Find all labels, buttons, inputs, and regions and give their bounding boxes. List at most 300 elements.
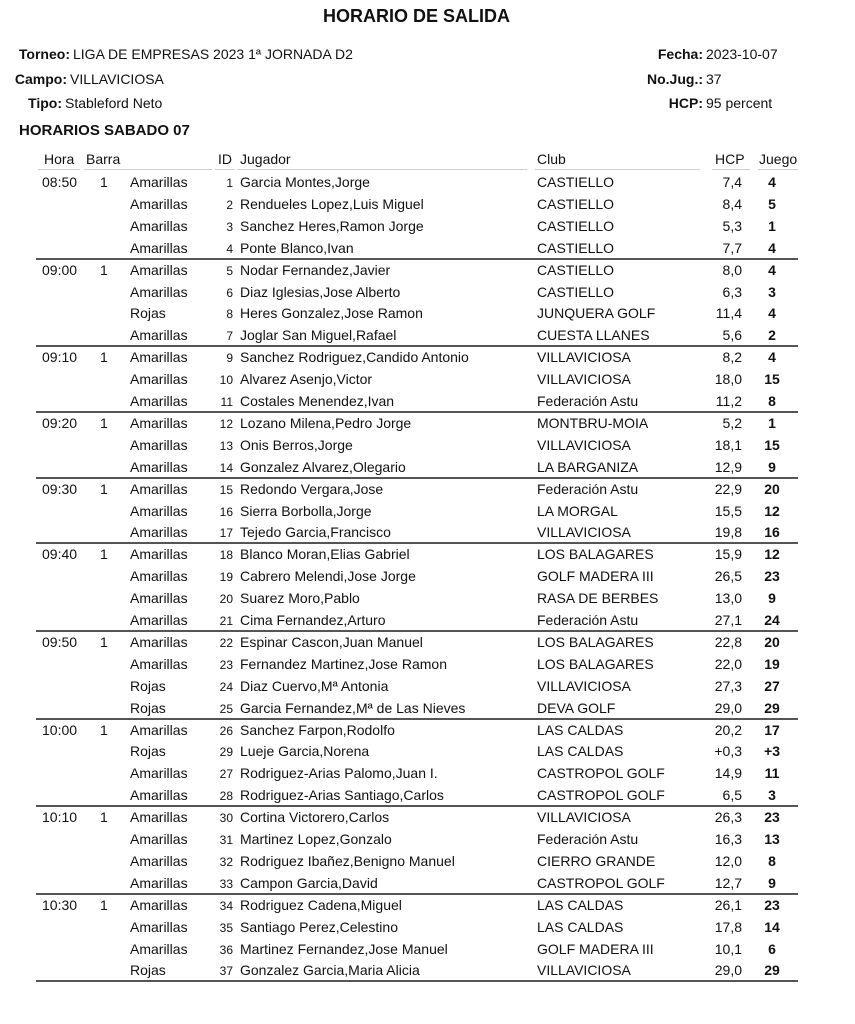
tee-color: Amarillas [130, 831, 188, 847]
player-playing-hcp: 19 [764, 655, 780, 672]
campo-label: Campo: [14, 71, 67, 87]
tee-color: Amarillas [130, 261, 188, 278]
tee-color: Amarillas [130, 633, 188, 650]
player-playing-hcp: 9 [768, 874, 776, 891]
player-name: Costales Menendez,Ivan [240, 393, 395, 409]
tee-color: Rojas [130, 743, 166, 760]
player-hcp: 7,4 [722, 174, 742, 190]
table-row [0, 697, 855, 719]
player-id: 14 [219, 460, 233, 475]
player-id: 31 [219, 833, 233, 847]
table-row [0, 719, 855, 741]
tee-color: Amarillas [130, 327, 188, 344]
player-hcp: 22,9 [714, 480, 742, 497]
player-club: MONTBRU-MOIA [537, 414, 649, 431]
player-playing-hcp: 23 [764, 809, 780, 826]
player-hcp: 14,9 [714, 765, 742, 782]
player-hcp: 29,0 [714, 699, 742, 716]
table-row [0, 368, 855, 390]
player-playing-hcp: 8 [768, 852, 776, 869]
player-club: GOLF MADERA III [537, 940, 654, 957]
player-hcp: 26,1 [714, 896, 742, 913]
player-club: VILLAVICIOSA [537, 677, 631, 694]
hcp-value: 95 percent [706, 95, 773, 111]
tee-color: Amarillas [130, 480, 188, 497]
player-playing-hcp: 11 [764, 765, 780, 782]
player-name: Rodriguez Ibañez,Benigno Manuel [240, 852, 455, 869]
tee-time: 09:40 [42, 546, 78, 563]
table-row [0, 456, 855, 478]
player-club: VILLAVICIOSA [537, 436, 631, 453]
player-name: Lueje Garcia,Norena [240, 743, 370, 760]
player-name: Ponte Blanco,Ivan [240, 239, 354, 256]
player-playing-hcp: 4 [768, 261, 776, 278]
player-hcp: 8,2 [722, 349, 742, 366]
player-name: Lozano Milena,Pedro Jorge [240, 414, 412, 431]
tee-bar: 1 [100, 633, 108, 650]
tee-color: Rojas [130, 677, 166, 694]
player-id: 30 [219, 811, 233, 826]
player-name: Sierra Borbolla,Jorge [240, 502, 372, 519]
player-hcp: 11,4 [715, 305, 742, 322]
tee-bar: 1 [100, 896, 108, 913]
table-row [0, 237, 855, 259]
header-underline [712, 169, 750, 170]
player-id: 12 [219, 416, 233, 431]
info-campo [5, 71, 164, 87]
player-hcp: 12,7 [714, 874, 742, 891]
player-id: 1 [226, 176, 233, 190]
col-header-juego: Juego [759, 151, 798, 167]
player-club: Federación Astu [537, 612, 639, 628]
player-name: Cima Fernandez,Arturo [240, 612, 386, 628]
player-hcp: 26,3 [714, 809, 742, 826]
tee-time: 09:50 [42, 633, 78, 650]
player-hcp: 7,7 [722, 239, 742, 256]
group-separator [36, 980, 798, 982]
player-hcp: 13,0 [714, 590, 742, 607]
player-name: Garcia Montes,Jorge [240, 174, 370, 190]
player-playing-hcp: 9 [768, 590, 776, 607]
player-hcp: 5,2 [722, 414, 742, 431]
player-hcp: 20,2 [714, 721, 742, 738]
player-playing-hcp: 4 [768, 305, 776, 322]
player-id: 5 [226, 263, 233, 278]
player-id: 4 [226, 241, 233, 256]
torneo-label: Torneo: [18, 46, 70, 62]
tee-color: Amarillas [130, 852, 188, 869]
tee-color: Rojas [130, 305, 166, 322]
tee-color: Amarillas [130, 787, 188, 804]
col-header-hora: Hora [44, 151, 75, 167]
player-name: Rodriguez Cadena,Miguel [240, 896, 402, 913]
table-row [0, 302, 855, 324]
tee-time: 10:00 [42, 721, 78, 738]
player-club: LAS CALDAS [537, 918, 624, 935]
tee-time: 09:10 [42, 349, 78, 366]
player-club: LOS BALAGARES [537, 633, 654, 650]
tee-color: Amarillas [130, 283, 188, 300]
player-playing-hcp: 23 [764, 896, 780, 913]
tee-bar: 1 [100, 546, 108, 563]
tee-color: Amarillas [130, 524, 188, 541]
table-row [0, 894, 855, 916]
player-hcp: 18,1 [714, 436, 742, 453]
player-playing-hcp: 15 [764, 436, 780, 453]
tee-color: Amarillas [130, 765, 188, 782]
player-hcp: 27,3 [714, 677, 742, 694]
fecha-value: 2023-10-07 [706, 46, 778, 62]
tee-time: 08:50 [42, 174, 78, 190]
player-club: CASTIELLO [537, 283, 615, 300]
player-playing-hcp: 24 [764, 612, 780, 628]
tee-bar: 1 [100, 480, 108, 497]
player-playing-hcp: 2 [768, 327, 776, 344]
player-hcp: 8,0 [722, 261, 742, 278]
player-name: Joglar San Miguel,Rafael [240, 327, 397, 344]
table-row [0, 390, 855, 412]
player-id: 15 [219, 482, 233, 497]
player-club: LOS BALAGARES [537, 655, 654, 672]
player-name: Martinez Lopez,Gonzalo [240, 831, 392, 847]
player-playing-hcp: 6 [768, 940, 776, 957]
player-hcp: 16,3 [714, 831, 742, 847]
tee-color: Amarillas [130, 195, 188, 212]
tee-bar: 1 [100, 414, 108, 431]
table-row [0, 259, 855, 281]
player-name: Martinez Fernandez,Jose Manuel [240, 940, 448, 957]
player-name: Sanchez Rodriguez,Candido Antonio [240, 349, 469, 366]
player-playing-hcp: +3 [764, 743, 780, 760]
player-hcp: 17,8 [714, 918, 742, 935]
table-row [0, 631, 855, 653]
player-name: Garcia Fernandez,Mª de Las Nieves [240, 699, 466, 716]
player-id: 37 [219, 964, 233, 979]
header-underline [38, 169, 80, 170]
player-club: VILLAVICIOSA [537, 371, 631, 388]
player-name: Gonzalez Alvarez,Olegario [240, 458, 406, 475]
campo-value: VILLAVICIOSA [70, 71, 164, 87]
player-name: Rodriguez-Arias Santiago,Carlos [240, 787, 444, 804]
table-row [0, 609, 855, 631]
player-id: 9 [226, 351, 233, 366]
player-name: Onis Berros,Jorge [240, 436, 353, 453]
player-name: Nodar Fernandez,Javier [240, 261, 391, 278]
tee-color: Amarillas [130, 239, 188, 256]
player-id: 25 [219, 701, 233, 716]
player-playing-hcp: 23 [764, 568, 780, 585]
player-hcp: 6,5 [722, 787, 742, 804]
player-hcp: 12,9 [714, 458, 742, 475]
player-name: Sanchez Heres,Ramon Jorge [240, 217, 424, 234]
player-hcp: 15,5 [714, 502, 742, 519]
player-playing-hcp: 4 [768, 239, 776, 256]
info-tipo [0, 95, 162, 111]
player-id: 22 [219, 635, 233, 650]
player-club: CASTIELLO [537, 261, 615, 278]
table-row [0, 740, 855, 762]
player-playing-hcp: 20 [764, 633, 780, 650]
tee-color: Amarillas [130, 217, 188, 234]
player-name: Gonzalez Garcia,Maria Alicia [240, 962, 420, 979]
player-club: LAS CALDAS [537, 743, 624, 760]
player-playing-hcp: 17 [764, 721, 780, 738]
table-row [0, 521, 855, 543]
player-hcp: 11,2 [715, 393, 742, 409]
player-playing-hcp: 3 [768, 283, 776, 300]
table-row [0, 565, 855, 587]
player-name: Santiago Perez,Celestino [240, 918, 398, 935]
player-name: Blanco Moran,Elias Gabriel [240, 546, 410, 563]
player-club: CASTROPOL GOLF [537, 874, 665, 891]
player-id: 23 [219, 657, 233, 672]
player-club: LAS CALDAS [537, 721, 624, 738]
tee-bar: 1 [100, 721, 108, 738]
tee-bar: 1 [100, 809, 108, 826]
header-underline [237, 169, 527, 170]
tee-bar: 1 [100, 174, 108, 190]
table-row [0, 412, 855, 434]
player-club: CASTROPOL GOLF [537, 765, 665, 782]
player-club: JUNQUERA GOLF [537, 305, 656, 322]
player-id: 28 [219, 789, 233, 804]
tipo-label: Tipo: [28, 95, 62, 111]
tee-color: Amarillas [130, 546, 188, 563]
player-id: 36 [219, 942, 233, 957]
player-id: 16 [219, 504, 233, 519]
player-club: CASTIELLO [537, 217, 615, 234]
tee-color: Amarillas [130, 896, 188, 913]
player-hcp: +0,3 [714, 743, 742, 760]
table-row [0, 171, 855, 193]
table-row [0, 828, 855, 850]
tee-color: Amarillas [130, 590, 188, 607]
nojug-value: 37 [706, 71, 722, 87]
player-hcp: 15,9 [714, 546, 742, 563]
player-playing-hcp: 1 [768, 414, 776, 431]
player-club: VILLAVICIOSA [537, 524, 631, 541]
table-row [0, 215, 855, 237]
player-id: 2 [226, 197, 233, 212]
table-row [0, 587, 855, 609]
info-fecha [629, 46, 778, 62]
player-hcp: 19,8 [714, 524, 742, 541]
player-name: Rendueles Lopez,Luis Miguel [240, 195, 424, 212]
player-playing-hcp: 14 [764, 918, 780, 935]
player-id: 19 [219, 570, 233, 585]
player-hcp: 29,0 [714, 962, 742, 979]
player-id: 27 [219, 767, 233, 782]
player-name: Redondo Vergara,Jose [240, 480, 384, 497]
player-name: Diaz Iglesias,Jose Alberto [240, 283, 401, 300]
tee-color: Amarillas [130, 393, 188, 409]
info-torneo [8, 46, 353, 62]
player-playing-hcp: 20 [764, 480, 780, 497]
info-nojug [629, 71, 722, 87]
tee-color: Amarillas [130, 436, 188, 453]
player-id: 35 [219, 920, 233, 935]
tee-color: Amarillas [130, 809, 188, 826]
player-id: 29 [219, 745, 233, 760]
player-playing-hcp: 8 [768, 393, 776, 409]
tee-time: 09:00 [42, 261, 78, 278]
player-name: Cabrero Melendi,Jose Jorge [240, 568, 416, 585]
tee-color: Rojas [130, 962, 166, 979]
table-row [0, 500, 855, 522]
player-hcp: 5,3 [722, 217, 742, 234]
player-club: CUESTA LLANES [537, 327, 650, 344]
tee-color: Amarillas [130, 349, 188, 366]
header-underline [758, 169, 798, 170]
col-header-club: Club [537, 151, 566, 167]
player-id: 18 [219, 548, 233, 563]
section-title: HORARIOS SABADO 07 [19, 122, 190, 139]
player-id: 32 [219, 854, 233, 869]
info-hcp [629, 95, 772, 111]
player-playing-hcp: 4 [768, 174, 776, 190]
player-name: Fernandez Martinez,Jose Ramon [240, 655, 447, 672]
tee-color: Amarillas [130, 458, 188, 475]
player-hcp: 12,0 [714, 852, 742, 869]
col-header-barra: Barra [86, 151, 121, 167]
tee-time: 09:30 [42, 480, 78, 497]
player-name: Cortina Victorero,Carlos [240, 809, 390, 826]
player-id: 24 [219, 679, 233, 694]
player-id: 13 [219, 438, 233, 453]
player-club: LOS BALAGARES [537, 546, 654, 563]
player-name: Suarez Moro,Pablo [240, 590, 360, 607]
nojug-label: No.Jug.: [647, 71, 703, 87]
tee-color: Amarillas [130, 414, 188, 431]
tee-color: Amarillas [130, 721, 188, 738]
player-id: 26 [219, 723, 233, 738]
player-id: 6 [226, 285, 233, 300]
player-hcp: 10,1 [714, 940, 742, 957]
player-id: 10 [219, 373, 233, 388]
header-underline [215, 169, 235, 170]
table-row [0, 916, 855, 938]
table-row [0, 806, 855, 828]
player-club: VILLAVICIOSA [537, 349, 631, 366]
player-name: Rodriguez-Arias Palomo,Juan I. [240, 765, 438, 782]
player-id: 34 [219, 898, 233, 913]
player-playing-hcp: 4 [768, 349, 776, 366]
player-name: Tejedo Garcia,Francisco [240, 524, 391, 541]
tee-color: Amarillas [130, 655, 188, 672]
player-club: LA BARGANIZA [537, 458, 639, 475]
player-hcp: 5,6 [722, 327, 742, 344]
player-playing-hcp: 3 [768, 787, 776, 804]
player-club: Federación Astu [537, 480, 639, 497]
tee-time: 09:20 [42, 414, 78, 431]
player-id: 20 [219, 592, 233, 607]
player-id: 17 [219, 526, 233, 541]
tee-bar: 1 [100, 261, 108, 278]
player-club: CIERRO GRANDE [537, 852, 656, 869]
player-playing-hcp: 5 [768, 195, 776, 212]
table-row [0, 543, 855, 565]
table-row [0, 959, 855, 981]
player-club: CASTIELLO [537, 195, 615, 212]
table-row [0, 653, 855, 675]
player-id: 11 [220, 395, 233, 409]
table-row [0, 434, 855, 456]
player-hcp: 8,4 [722, 195, 742, 212]
tee-color: Amarillas [130, 371, 188, 388]
player-id: 8 [226, 307, 233, 322]
player-name: Heres Gonzalez,Jose Ramon [240, 305, 423, 322]
player-name: Diaz Cuervo,Mª Antonia [240, 677, 389, 694]
tee-color: Amarillas [130, 612, 188, 628]
page-title: HORARIO DE SALIDA [322, 6, 510, 26]
player-playing-hcp: 13 [764, 831, 780, 847]
player-hcp: 26,5 [714, 568, 742, 585]
table-row [0, 872, 855, 894]
player-playing-hcp: 1 [768, 217, 776, 234]
player-playing-hcp: 12 [764, 546, 780, 563]
tee-bar: 1 [100, 349, 108, 366]
player-club: LAS CALDAS [537, 896, 624, 913]
table-row [0, 324, 855, 346]
player-club: RASA DE BERBES [537, 590, 659, 607]
table-row [0, 762, 855, 784]
player-id: 7 [226, 329, 233, 344]
table-row [0, 346, 855, 368]
tee-color: Amarillas [130, 502, 188, 519]
player-playing-hcp: 12 [764, 502, 780, 519]
player-club: VILLAVICIOSA [537, 809, 631, 826]
player-club: Federación Astu [537, 393, 639, 409]
tee-time: 10:30 [42, 896, 78, 913]
table-row [0, 938, 855, 960]
player-club: GOLF MADERA III [537, 568, 654, 585]
col-header-hcp: HCP [715, 151, 745, 167]
player-club: LA MORGAL [537, 502, 618, 519]
player-id: 21 [219, 614, 233, 628]
player-hcp: 27,1 [714, 612, 742, 628]
player-hcp: 22,8 [714, 633, 742, 650]
col-header-id: ID [218, 151, 232, 167]
fecha-label: Fecha: [657, 46, 703, 62]
tee-color: Amarillas [130, 174, 188, 190]
player-id: 3 [226, 219, 233, 234]
player-name: Alvarez Asenjo,Victor [240, 371, 373, 388]
table-row [0, 784, 855, 806]
player-hcp: 6,3 [722, 283, 742, 300]
player-club: CASTIELLO [537, 239, 615, 256]
tee-color: Amarillas [130, 568, 188, 585]
player-playing-hcp: 29 [764, 962, 780, 979]
player-playing-hcp: 9 [768, 458, 776, 475]
hcp-label: HCP: [668, 95, 703, 111]
table-row [0, 193, 855, 215]
player-hcp: 22,0 [714, 655, 742, 672]
col-header-jugador: Jugador [240, 151, 291, 167]
player-playing-hcp: 15 [764, 371, 780, 388]
player-name: Campon Garcia,David [240, 874, 378, 891]
player-club: CASTROPOL GOLF [537, 787, 665, 804]
header-underline [535, 169, 700, 170]
table-row [0, 675, 855, 697]
player-hcp: 18,0 [714, 371, 742, 388]
player-name: Sanchez Farpon,Rodolfo [240, 721, 395, 738]
tee-time: 10:10 [42, 809, 78, 826]
tipo-value: Stableford Neto [65, 95, 163, 111]
player-name: Espinar Cascon,Juan Manuel [240, 633, 423, 650]
tee-color: Amarillas [130, 940, 188, 957]
player-club: CASTIELLO [537, 174, 615, 190]
player-playing-hcp: 29 [764, 699, 780, 716]
